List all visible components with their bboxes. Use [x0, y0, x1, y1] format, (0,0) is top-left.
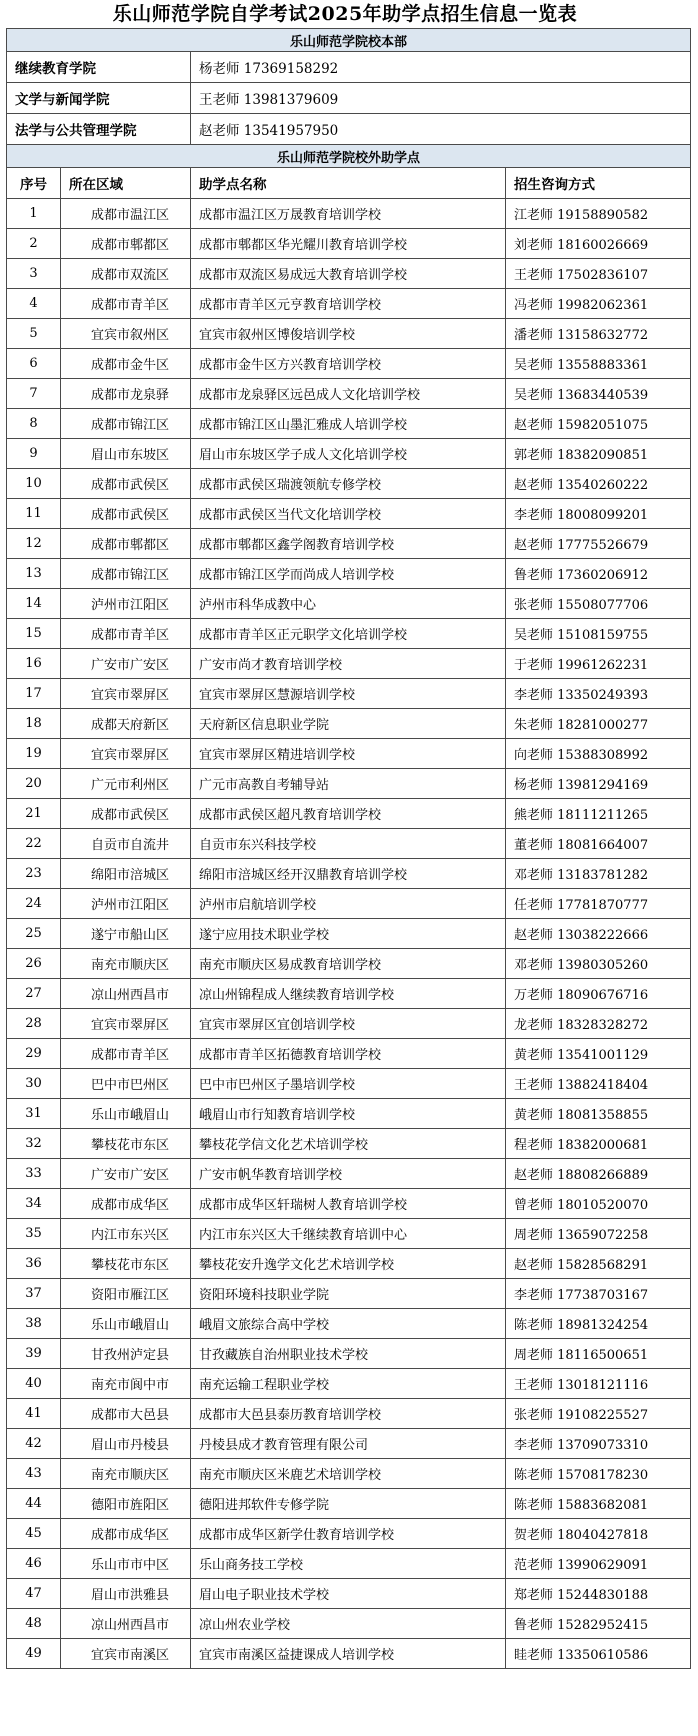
table-row	[7, 1579, 691, 1609]
table-row	[7, 379, 691, 409]
hq-row	[7, 52, 691, 83]
row-index-cell: 46	[7, 1549, 61, 1579]
table-row	[7, 1309, 691, 1339]
row-contact-cell: 李老师 17738703167	[506, 1279, 691, 1309]
hq-row	[7, 83, 691, 114]
row-index-cell: 34	[7, 1189, 61, 1219]
row-site-name-cell: 成都市双流区易成远大教育培训学校	[191, 259, 506, 289]
row-contact-cell: 陈老师 15708178230	[506, 1459, 691, 1489]
row-region-cell: 广安市广安区	[61, 649, 191, 679]
table-row	[7, 799, 691, 829]
table-row	[7, 1369, 691, 1399]
row-contact-cell: 范老师 13990629091	[506, 1549, 691, 1579]
row-contact-cell: 董老师 18081664007	[506, 829, 691, 859]
row-region-cell: 巴中市巴州区	[61, 1069, 191, 1099]
row-contact-cell: 李老师 13350249393	[506, 679, 691, 709]
row-index-cell: 41	[7, 1399, 61, 1429]
row-index-cell: 31	[7, 1099, 61, 1129]
row-contact-cell: 周老师 13659072258	[506, 1219, 691, 1249]
row-site-name-cell: 广安市尚才教育培训学校	[191, 649, 506, 679]
table-row	[7, 499, 691, 529]
table-row	[7, 1249, 691, 1279]
table-row	[7, 1279, 691, 1309]
row-region-cell: 成都市锦江区	[61, 559, 191, 589]
row-index-cell: 40	[7, 1369, 61, 1399]
row-contact-cell: 吴老师 13683440539	[506, 379, 691, 409]
table-row	[7, 289, 691, 319]
row-contact-cell: 郭老师 18382090851	[506, 439, 691, 469]
row-region-cell: 攀枝花市东区	[61, 1129, 191, 1159]
row-index-cell: 14	[7, 589, 61, 619]
row-contact-cell: 贺老师 18040427818	[506, 1519, 691, 1549]
row-site-name-cell: 成都市青羊区元亨教育培训学校	[191, 289, 506, 319]
row-region-cell: 成都市成华区	[61, 1519, 191, 1549]
row-site-name-cell: 成都市锦江区学而尚成人培训学校	[191, 559, 506, 589]
table-row	[7, 1039, 691, 1069]
table-row	[7, 319, 691, 349]
row-contact-cell: 于老师 19961262231	[506, 649, 691, 679]
row-region-cell: 成都市武侯区	[61, 799, 191, 829]
col-header-region: 所在区域	[61, 168, 191, 199]
row-site-name-cell: 绵阳市涪城区经开汉鼎教育培训学校	[191, 859, 506, 889]
row-index-cell: 13	[7, 559, 61, 589]
row-contact-cell: 向老师 15388308992	[506, 739, 691, 769]
row-site-name-cell: 乐山商务技工学校	[191, 1549, 506, 1579]
row-region-cell: 宜宾市叙州区	[61, 319, 191, 349]
hq-unit-cell: 文学与新闻学院	[7, 83, 191, 114]
row-site-name-cell: 宜宾市翠屏区宜创培训学校	[191, 1009, 506, 1039]
table-row	[7, 979, 691, 1009]
row-region-cell: 凉山州西昌市	[61, 979, 191, 1009]
row-region-cell: 成都市郫都区	[61, 529, 191, 559]
row-region-cell: 成都市龙泉驿	[61, 379, 191, 409]
row-index-cell: 33	[7, 1159, 61, 1189]
row-index-cell: 24	[7, 889, 61, 919]
row-contact-cell: 吴老师 13558883361	[506, 349, 691, 379]
row-site-name-cell: 资阳环境科技职业学院	[191, 1279, 506, 1309]
row-contact-cell: 黄老师 13541001129	[506, 1039, 691, 1069]
table-row	[7, 1519, 691, 1549]
row-site-name-cell: 眉山电子职业技术学校	[191, 1579, 506, 1609]
row-region-cell: 绵阳市涪城区	[61, 859, 191, 889]
row-region-cell: 成都市青羊区	[61, 619, 191, 649]
table-row	[7, 1639, 691, 1669]
row-index-cell: 39	[7, 1339, 61, 1369]
row-region-cell: 资阳市雁江区	[61, 1279, 191, 1309]
row-site-name-cell: 南充运输工程职业学校	[191, 1369, 506, 1399]
hq-section-header	[7, 29, 691, 52]
row-site-name-cell: 成都市成华区新学仕教育培训学校	[191, 1519, 506, 1549]
row-site-name-cell: 南充市顺庆区易成教育培训学校	[191, 949, 506, 979]
row-contact-cell: 赵老师 13540260222	[506, 469, 691, 499]
table-row	[7, 529, 691, 559]
row-contact-cell: 刘老师 18160026669	[506, 229, 691, 259]
table-row	[7, 229, 691, 259]
row-region-cell: 甘孜州泸定县	[61, 1339, 191, 1369]
table-row	[7, 1459, 691, 1489]
table-row	[7, 1339, 691, 1369]
row-contact-cell: 张老师 19108225527	[506, 1399, 691, 1429]
table-row	[7, 1219, 691, 1249]
row-site-name-cell: 成都市成华区轩瑞树人教育培训学校	[191, 1189, 506, 1219]
row-contact-cell: 鲁老师 17360206912	[506, 559, 691, 589]
row-index-cell: 7	[7, 379, 61, 409]
row-region-cell: 攀枝花市东区	[61, 1249, 191, 1279]
table-row	[7, 1129, 691, 1159]
row-contact-cell: 王老师 17502836107	[506, 259, 691, 289]
row-region-cell: 成都市青羊区	[61, 289, 191, 319]
row-index-cell: 29	[7, 1039, 61, 1069]
row-index-cell: 9	[7, 439, 61, 469]
row-contact-cell: 李老师 13709073310	[506, 1429, 691, 1459]
row-region-cell: 南充市阆中市	[61, 1369, 191, 1399]
row-region-cell: 成都市锦江区	[61, 409, 191, 439]
row-index-cell: 12	[7, 529, 61, 559]
table-row	[7, 1549, 691, 1579]
row-region-cell: 眉山市丹棱县	[61, 1429, 191, 1459]
table-row	[7, 649, 691, 679]
row-index-cell: 3	[7, 259, 61, 289]
row-contact-cell: 周老师 18116500651	[506, 1339, 691, 1369]
row-region-cell: 成都市温江区	[61, 199, 191, 229]
row-index-cell: 36	[7, 1249, 61, 1279]
row-region-cell: 乐山市峨眉山	[61, 1309, 191, 1339]
row-index-cell: 48	[7, 1609, 61, 1639]
row-contact-cell: 鲁老师 15282952415	[506, 1609, 691, 1639]
row-region-cell: 眉山市东坡区	[61, 439, 191, 469]
row-index-cell: 32	[7, 1129, 61, 1159]
row-site-name-cell: 德阳进邦软件专修学院	[191, 1489, 506, 1519]
row-contact-cell: 熊老师 18111211265	[506, 799, 691, 829]
row-index-cell: 26	[7, 949, 61, 979]
row-site-name-cell: 丹棱县成才教育管理有限公司	[191, 1429, 506, 1459]
row-contact-cell: 赵老师 15828568291	[506, 1249, 691, 1279]
row-region-cell: 泸州市江阳区	[61, 589, 191, 619]
row-site-name-cell: 成都市金牛区方兴教育培训学校	[191, 349, 506, 379]
row-region-cell: 广安市广安区	[61, 1159, 191, 1189]
row-site-name-cell: 成都市锦江区山墨汇雅成人培训学校	[191, 409, 506, 439]
row-contact-cell: 赵老师 18808266889	[506, 1159, 691, 1189]
row-region-cell: 内江市东兴区	[61, 1219, 191, 1249]
row-contact-cell: 杨老师 13981294169	[506, 769, 691, 799]
col-header-index: 序号	[7, 168, 61, 199]
table-row	[7, 949, 691, 979]
row-index-cell: 37	[7, 1279, 61, 1309]
row-site-name-cell: 南充市顺庆区米鹿艺术培训学校	[191, 1459, 506, 1489]
row-index-cell: 16	[7, 649, 61, 679]
row-index-cell: 4	[7, 289, 61, 319]
row-site-name-cell: 成都市大邑县泰历教育培训学校	[191, 1399, 506, 1429]
row-contact-cell: 龙老师 18328328272	[506, 1009, 691, 1039]
row-region-cell: 成都市郫都区	[61, 229, 191, 259]
row-contact-cell: 曾老师 18010520070	[506, 1189, 691, 1219]
row-site-name-cell: 攀枝花安升逸学文化艺术培训学校	[191, 1249, 506, 1279]
table-row	[7, 1609, 691, 1639]
row-index-cell: 27	[7, 979, 61, 1009]
row-contact-cell: 张老师 15508077706	[506, 589, 691, 619]
row-site-name-cell: 广安市帆华教育培训学校	[191, 1159, 506, 1189]
row-region-cell: 自贡市自流井	[61, 829, 191, 859]
row-region-cell: 南充市顺庆区	[61, 1459, 191, 1489]
hq-section-label: 乐山师范学院校本部	[7, 29, 691, 52]
row-index-cell: 6	[7, 349, 61, 379]
row-contact-cell: 任老师 17781870777	[506, 889, 691, 919]
row-site-name-cell: 成都市龙泉驿区远邑成人文化培训学校	[191, 379, 506, 409]
row-contact-cell: 黄老师 18081358855	[506, 1099, 691, 1129]
row-region-cell: 成都天府新区	[61, 709, 191, 739]
row-site-name-cell: 自贡市东兴科技学校	[191, 829, 506, 859]
row-contact-cell: 邓老师 13183781282	[506, 859, 691, 889]
row-region-cell: 德阳市旌阳区	[61, 1489, 191, 1519]
table-row	[7, 1399, 691, 1429]
row-region-cell: 南充市顺庆区	[61, 949, 191, 979]
row-contact-cell: 眭老师 13350610586	[506, 1639, 691, 1669]
row-site-name-cell: 成都市武侯区瑞渡领航专修学校	[191, 469, 506, 499]
row-site-name-cell: 峨眉山市行知教育培训学校	[191, 1099, 506, 1129]
hq-contact-cell: 赵老师 13541957950	[191, 114, 691, 145]
row-contact-cell: 朱老师 18281000277	[506, 709, 691, 739]
row-site-name-cell: 泸州市科华成教中心	[191, 589, 506, 619]
row-index-cell: 49	[7, 1639, 61, 1669]
row-region-cell: 成都市武侯区	[61, 469, 191, 499]
table-row	[7, 889, 691, 919]
row-region-cell: 宜宾市翠屏区	[61, 679, 191, 709]
table-row	[7, 739, 691, 769]
row-index-cell: 35	[7, 1219, 61, 1249]
row-contact-cell: 赵老师 15982051075	[506, 409, 691, 439]
table-row	[7, 769, 691, 799]
row-region-cell: 成都市武侯区	[61, 499, 191, 529]
outside-table	[6, 167, 691, 1669]
row-site-name-cell: 攀枝花学信文化艺术培训学校	[191, 1129, 506, 1159]
row-index-cell: 2	[7, 229, 61, 259]
table-row	[7, 679, 691, 709]
table-row	[7, 469, 691, 499]
row-contact-cell: 赵老师 13038222666	[506, 919, 691, 949]
hq-contact-cell: 王老师 13981379609	[191, 83, 691, 114]
row-region-cell: 成都市双流区	[61, 259, 191, 289]
row-index-cell: 17	[7, 679, 61, 709]
row-site-name-cell: 成都市青羊区正元职学文化培训学校	[191, 619, 506, 649]
row-index-cell: 28	[7, 1009, 61, 1039]
row-index-cell: 11	[7, 499, 61, 529]
outside-section-header	[7, 145, 691, 168]
row-site-name-cell: 宜宾市翠屏区精进培训学校	[191, 739, 506, 769]
row-index-cell: 25	[7, 919, 61, 949]
row-region-cell: 乐山市市中区	[61, 1549, 191, 1579]
col-header-contact: 招生咨询方式	[506, 168, 691, 199]
row-contact-cell: 程老师 18382000681	[506, 1129, 691, 1159]
hq-unit-cell: 继续教育学院	[7, 52, 191, 83]
row-region-cell: 泸州市江阳区	[61, 889, 191, 919]
row-index-cell: 5	[7, 319, 61, 349]
row-index-cell: 1	[7, 199, 61, 229]
row-contact-cell: 冯老师 19982062361	[506, 289, 691, 319]
row-site-name-cell: 甘孜藏族自治州职业技术学校	[191, 1339, 506, 1369]
info-table-frame	[6, 28, 690, 1669]
row-region-cell: 成都市成华区	[61, 1189, 191, 1219]
row-index-cell: 43	[7, 1459, 61, 1489]
row-contact-cell: 郑老师 15244830188	[506, 1579, 691, 1609]
table-row	[7, 559, 691, 589]
row-region-cell: 宜宾市南溪区	[61, 1639, 191, 1669]
row-site-name-cell: 巴中市巴州区子墨培训学校	[191, 1069, 506, 1099]
row-contact-cell: 江老师 19158890582	[506, 199, 691, 229]
table-header-row	[7, 168, 691, 199]
row-site-name-cell: 宜宾市翠屏区慧源培训学校	[191, 679, 506, 709]
row-site-name-cell: 凉山州农业学校	[191, 1609, 506, 1639]
table-row	[7, 439, 691, 469]
table-row	[7, 349, 691, 379]
row-site-name-cell: 眉山市东坡区学子成人文化培训学校	[191, 439, 506, 469]
row-index-cell: 15	[7, 619, 61, 649]
row-region-cell: 成都市青羊区	[61, 1039, 191, 1069]
row-index-cell: 18	[7, 709, 61, 739]
row-index-cell: 47	[7, 1579, 61, 1609]
row-region-cell: 广元市利州区	[61, 769, 191, 799]
row-site-name-cell: 成都市郫都区华光耀川教育培训学校	[191, 229, 506, 259]
table-row	[7, 919, 691, 949]
row-index-cell: 19	[7, 739, 61, 769]
table-row	[7, 829, 691, 859]
table-row	[7, 589, 691, 619]
row-contact-cell: 万老师 18090676716	[506, 979, 691, 1009]
row-contact-cell: 王老师 13018121116	[506, 1369, 691, 1399]
table-row	[7, 1189, 691, 1219]
table-row	[7, 619, 691, 649]
table-row	[7, 1099, 691, 1129]
hq-unit-cell: 法学与公共管理学院	[7, 114, 191, 145]
row-site-name-cell: 天府新区信息职业学院	[191, 709, 506, 739]
row-site-name-cell: 广元市高教自考辅导站	[191, 769, 506, 799]
row-contact-cell: 赵老师 17775526679	[506, 529, 691, 559]
table-row	[7, 1429, 691, 1459]
row-site-name-cell: 凉山州锦程成人继续教育培训学校	[191, 979, 506, 1009]
row-site-name-cell: 成都市青羊区拓德教育培训学校	[191, 1039, 506, 1069]
row-contact-cell: 陈老师 15883682081	[506, 1489, 691, 1519]
row-region-cell: 宜宾市翠屏区	[61, 1009, 191, 1039]
row-site-name-cell: 成都市武侯区超凡教育培训学校	[191, 799, 506, 829]
row-contact-cell: 邓老师 13980305260	[506, 949, 691, 979]
row-region-cell: 成都市大邑县	[61, 1399, 191, 1429]
row-site-name-cell: 峨眉文旅综合高中学校	[191, 1309, 506, 1339]
row-contact-cell: 李老师 18008099201	[506, 499, 691, 529]
row-contact-cell: 吴老师 15108159755	[506, 619, 691, 649]
row-index-cell: 45	[7, 1519, 61, 1549]
row-site-name-cell: 宜宾市南溪区益捷课成人培训学校	[191, 1639, 506, 1669]
row-region-cell: 宜宾市翠屏区	[61, 739, 191, 769]
row-contact-cell: 王老师 13882418404	[506, 1069, 691, 1099]
row-region-cell: 凉山州西昌市	[61, 1609, 191, 1639]
row-region-cell: 成都市金牛区	[61, 349, 191, 379]
hq-table	[6, 28, 691, 168]
row-index-cell: 22	[7, 829, 61, 859]
row-index-cell: 44	[7, 1489, 61, 1519]
row-index-cell: 23	[7, 859, 61, 889]
row-site-name-cell: 遂宁应用技术职业学校	[191, 919, 506, 949]
row-index-cell: 21	[7, 799, 61, 829]
page-title: 乐山师范学院自学考试2025年助学点招生信息一览表	[112, 3, 578, 25]
row-region-cell: 乐山市峨眉山	[61, 1099, 191, 1129]
row-index-cell: 42	[7, 1429, 61, 1459]
row-contact-cell: 陈老师 18981324254	[506, 1309, 691, 1339]
outside-section-label: 乐山师范学院校外助学点	[7, 145, 691, 168]
row-site-name-cell: 成都市郫都区鑫学阁教育培训学校	[191, 529, 506, 559]
table-row	[7, 1159, 691, 1189]
row-contact-cell: 潘老师 13158632772	[506, 319, 691, 349]
table-row	[7, 1489, 691, 1519]
row-index-cell: 8	[7, 409, 61, 439]
row-site-name-cell: 内江市东兴区大千继续教育培训中心	[191, 1219, 506, 1249]
row-site-name-cell: 成都市武侯区当代文化培训学校	[191, 499, 506, 529]
table-row	[7, 1069, 691, 1099]
row-region-cell: 遂宁市船山区	[61, 919, 191, 949]
row-site-name-cell: 宜宾市叙州区博俊培训学校	[191, 319, 506, 349]
row-site-name-cell: 泸州市启航培训学校	[191, 889, 506, 919]
table-row	[7, 709, 691, 739]
row-index-cell: 30	[7, 1069, 61, 1099]
row-index-cell: 38	[7, 1309, 61, 1339]
row-index-cell: 10	[7, 469, 61, 499]
row-region-cell: 眉山市洪雅县	[61, 1579, 191, 1609]
col-header-site-name: 助学点名称	[191, 168, 506, 199]
row-index-cell: 20	[7, 769, 61, 799]
table-row	[7, 259, 691, 289]
table-row	[7, 1009, 691, 1039]
table-row	[7, 859, 691, 889]
hq-contact-cell: 杨老师 17369158292	[191, 52, 691, 83]
table-row	[7, 199, 691, 229]
table-row	[7, 409, 691, 439]
hq-row	[7, 114, 691, 145]
row-site-name-cell: 成都市温江区万晟教育培训学校	[191, 199, 506, 229]
